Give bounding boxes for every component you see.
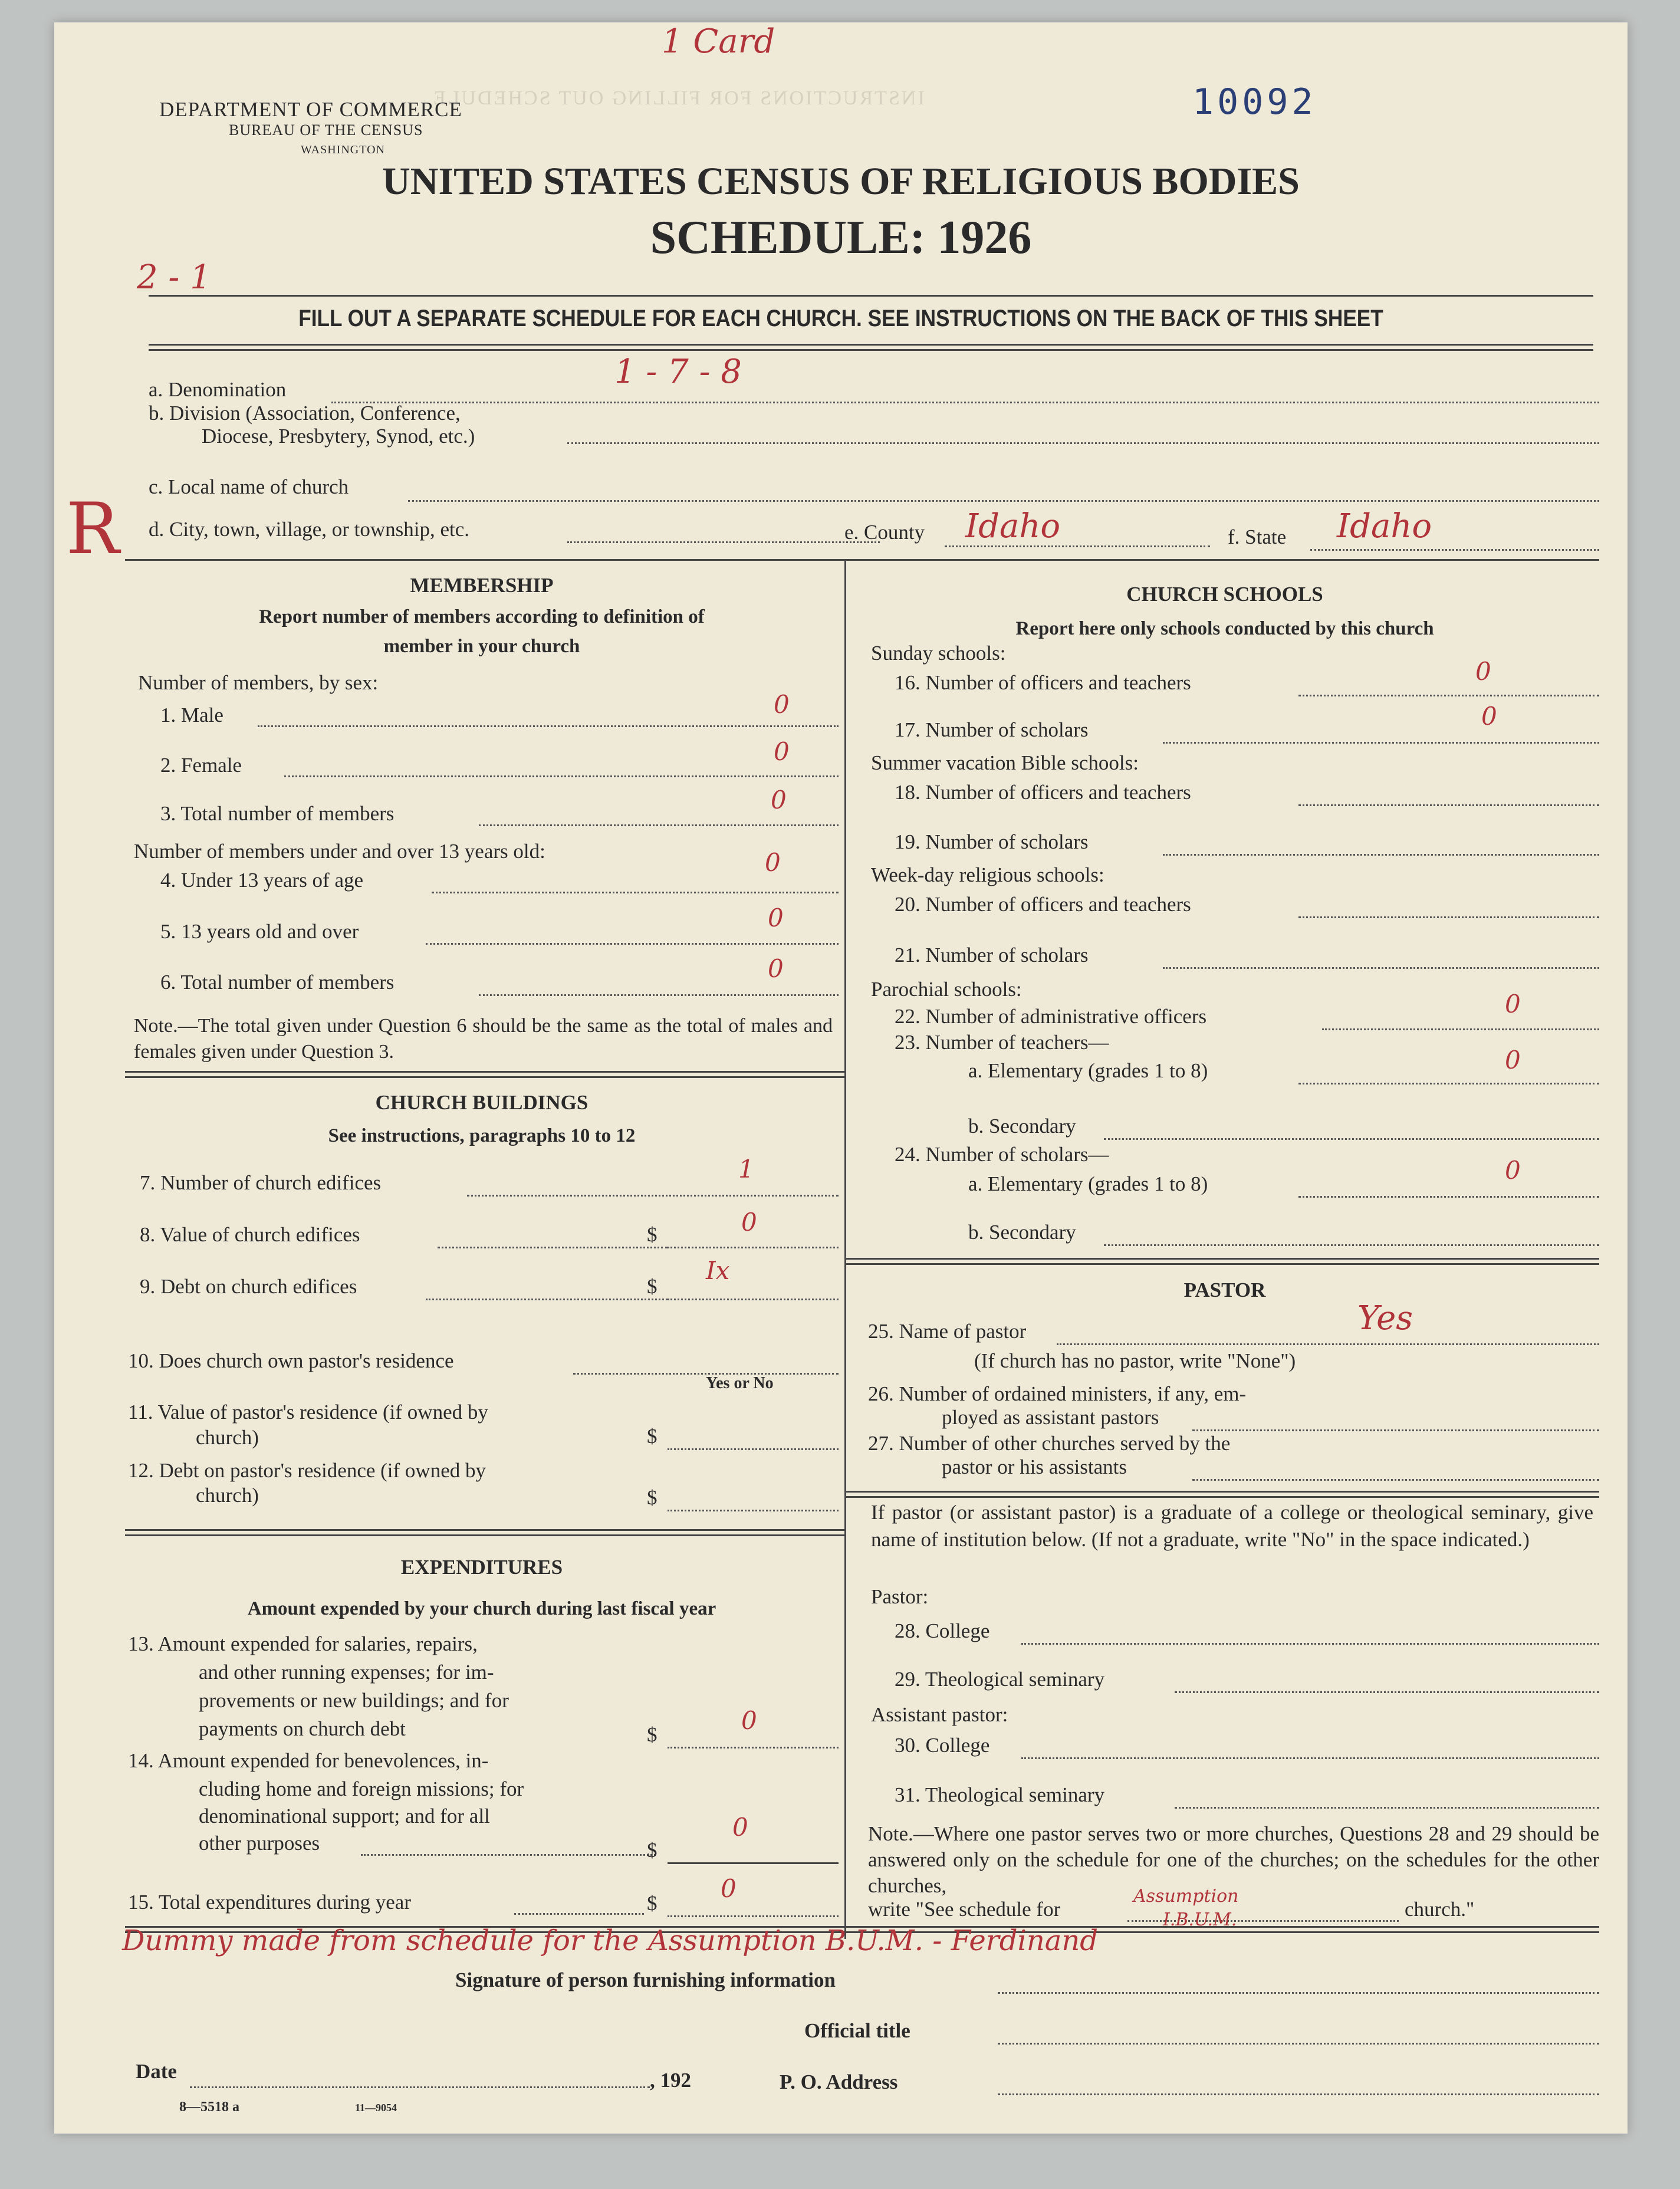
signature-line[interactable] <box>998 1992 1599 1994</box>
sunday-schools-label: Sunday schools: <box>871 642 1006 665</box>
q12-dollar: $ <box>647 1486 657 1509</box>
membership-note: Note.—The total given under Question 6 should be the same as the total of males and females given under Question 3. <box>134 1015 833 1063</box>
q9-dollar: $ <box>647 1275 657 1298</box>
q25-note: (If church has no pastor, write "None") <box>974 1349 1296 1372</box>
q5-over13-label: 5. 13 years old and over <box>160 920 359 943</box>
q27-label-2: pastor or his assistants <box>942 1455 1127 1478</box>
q30-line[interactable] <box>1021 1757 1599 1759</box>
pastor-note-end: write "See schedule for <box>868 1898 1061 1921</box>
q8-value[interactable]: 0 <box>741 1208 757 1237</box>
q25-value[interactable]: Yes <box>1357 1299 1413 1337</box>
q13-line <box>668 1747 839 1748</box>
denomination-label: a. Denomination <box>149 378 287 401</box>
denomination-value[interactable]: 1 - 7 - 8 <box>614 353 742 391</box>
q2-female-value[interactable]: 0 <box>774 737 790 766</box>
po-address-label: P. O. Address <box>780 2070 898 2093</box>
expenditures-title: EXPENDITURES <box>400 1556 563 1579</box>
q2-female-label: 2. Female <box>160 754 242 777</box>
division-line[interactable] <box>567 442 1599 444</box>
weekday-schools-label: Week-day religious schools: <box>871 863 1104 886</box>
division-label: b. Division (Association, Conference, <box>149 402 461 425</box>
state-value[interactable]: Idaho <box>1337 507 1432 545</box>
membership-subtitle: Report number of members according to definition of <box>259 606 705 627</box>
q17-value[interactable]: 0 <box>1481 702 1497 731</box>
state-line <box>1310 549 1599 551</box>
q13-label-line-1: 13. Amount expended for salaries, repairs, <box>128 1632 478 1655</box>
q12-residence-debt-label: 12. Debt on pastor's residence (if owned by <box>128 1459 486 1482</box>
parochial-schools-label: Parochial schools: <box>871 978 1022 1001</box>
q16-line <box>1298 695 1599 696</box>
fields-rule <box>125 559 1599 561</box>
q6-total-value[interactable]: 0 <box>768 954 784 983</box>
q14-dollar: $ <box>647 1839 657 1862</box>
q13-label-line-4: payments on church debt <box>199 1717 406 1740</box>
local-name-label: c. Local name of church <box>149 475 349 498</box>
pastor-note-handwriting-2: I.B.U.M. <box>1163 1909 1237 1930</box>
q3-total-label: 3. Total number of members <box>160 802 394 825</box>
q23a-label: a. Elementary (grades 1 to 8) <box>968 1059 1208 1082</box>
q17-label: 17. Number of scholars <box>895 718 1089 741</box>
q9-debt-value[interactable]: Ix <box>706 1256 730 1285</box>
expenditures-subtitle: Amount expended by your church during last fiscal year <box>247 1598 716 1619</box>
q9-debt-line <box>426 1299 668 1300</box>
q28-line[interactable] <box>1021 1643 1599 1645</box>
q15-dots <box>514 1913 644 1915</box>
q6-total-label: 6. Total number of members <box>160 971 394 994</box>
q4-under13-line <box>432 892 839 893</box>
q12-residence-debt-line[interactable] <box>668 1510 839 1511</box>
q8-dollar: $ <box>647 1223 657 1246</box>
q10-residence-label: 10. Does church own pastor's residence <box>128 1349 454 1372</box>
q31-line[interactable] <box>1175 1807 1599 1809</box>
q15-label: 15. Total expenditures during year <box>128 1891 411 1914</box>
official-title-line[interactable] <box>998 2043 1599 2045</box>
q11-residence-value-label: 11. Value of pastor's residence (if owned by <box>128 1401 488 1424</box>
q13-label-line-3: provements or new buildings; and for <box>199 1689 509 1712</box>
graduate-note: If pastor (or assistant pastor) is a graduate of a college or theological seminary, give name of institution below. (If not a graduate, write "No" in the space indicated.) <box>871 1501 1593 1551</box>
q7-edifices-label: 7. Number of church edifices <box>140 1171 382 1194</box>
q1-male-label: 1. Male <box>160 704 223 727</box>
q25-line <box>1057 1343 1599 1345</box>
q7-edifices-line <box>467 1195 839 1197</box>
q19-label: 19. Number of scholars <box>895 830 1089 853</box>
q13-label-line-2: and other running expenses; for im- <box>199 1661 494 1684</box>
q23b-label: b. Secondary <box>968 1115 1076 1138</box>
form-schedule-year: SCHEDULE: 1926 <box>650 212 1032 264</box>
membership-subtitle-2: member in your church <box>383 636 580 657</box>
schools-rule <box>844 1258 1599 1265</box>
print-number: 11—9054 <box>355 2102 397 2114</box>
membership-title: MEMBERSHIP <box>410 574 554 597</box>
membership-rule <box>125 1071 844 1078</box>
q14-line <box>668 1862 839 1864</box>
fill-instruction: FILL OUT A SEPARATE SCHEDULE FOR EACH CHURCH. SEE INSTRUCTIONS ON THE BACK OF THIS SHEET <box>298 305 1383 331</box>
q26-label-2: ployed as assistant pastors <box>942 1406 1159 1429</box>
handwritten-left-code: 2 - 1 <box>137 258 211 297</box>
pastor-subheading: Pastor: <box>871 1585 929 1608</box>
q25-label: 25. Name of pastor <box>868 1320 1027 1343</box>
q24-label: 24. Number of scholars— <box>895 1143 1109 1166</box>
header-rule-top <box>149 295 1593 297</box>
q14-label-line-4: other purposes <box>199 1832 320 1855</box>
q15-value[interactable]: 0 <box>721 1874 737 1903</box>
q8-value-answer-line <box>668 1247 839 1248</box>
members-by-sex-label: Number of members, by sex: <box>138 671 379 694</box>
q14-dots <box>361 1854 656 1856</box>
q24a-label: a. Elementary (grades 1 to 8) <box>968 1172 1208 1195</box>
q29-label: 29. Theological seminary <box>895 1668 1105 1691</box>
buildings-subtitle: See instructions, paragraphs 10 to 12 <box>328 1125 636 1146</box>
q15-dollar: $ <box>647 1892 657 1915</box>
q28-label: 28. College <box>895 1619 990 1642</box>
q22-value[interactable]: 0 <box>1505 990 1521 1018</box>
county-value[interactable]: Idaho <box>965 507 1061 545</box>
members-by-age-label: Number of members under and over 13 years old: <box>134 840 545 863</box>
form-number: 8—5518 a <box>179 2099 239 2115</box>
q4-under13-value[interactable]: 0 <box>765 848 781 877</box>
header-rule-bottom <box>149 344 1593 351</box>
q27-line[interactable] <box>1192 1479 1599 1481</box>
q22-line <box>1322 1028 1599 1030</box>
q11-residence-value-line[interactable] <box>668 1448 839 1450</box>
q17-line <box>1163 742 1599 744</box>
serial-number: 10092 <box>1192 81 1317 123</box>
q18-label: 18. Number of officers and teachers <box>895 781 1191 804</box>
pastor-title: PASTOR <box>1183 1278 1266 1301</box>
denomination-line <box>331 402 1599 403</box>
city-line[interactable] <box>567 541 880 543</box>
q8-value-line <box>438 1247 668 1248</box>
bureau-name: BUREAU OF THE CENSUS <box>229 121 423 139</box>
q14-label-line-3: denominational support; and for all <box>199 1805 490 1828</box>
q3-total-value[interactable]: 0 <box>771 785 787 814</box>
q11-dollar: $ <box>647 1425 657 1448</box>
q23b-line[interactable] <box>1104 1138 1599 1140</box>
q24a-value[interactable]: 0 <box>1505 1156 1521 1185</box>
q9-debt-answer-line <box>668 1299 839 1300</box>
q5-over13-line <box>426 943 839 945</box>
q27-label: 27. Number of other churches served by the <box>868 1432 1231 1455</box>
q24b-line[interactable] <box>1104 1244 1599 1246</box>
bleed-through-text: INSTRUCTIONS FOR FILLING OUT SCHEDULE <box>432 87 925 109</box>
q8-value-label: 8. Value of church edifices <box>140 1223 360 1246</box>
city-label: d. City, town, village, or township, etc. <box>149 518 470 541</box>
division-label-2: Diocese, Presbytery, Synod, etc.) <box>202 425 475 448</box>
pastor-note-handwriting: Assumption <box>1133 1886 1239 1907</box>
q24a-line <box>1298 1196 1599 1198</box>
q20-label: 20. Number of officers and teachers <box>895 893 1191 916</box>
q6-total-line <box>479 994 839 996</box>
q14-label-line-1: 14. Amount expended for benevolences, in- <box>128 1749 489 1772</box>
official-title-label: Official title <box>804 2019 910 2042</box>
buildings-title: CHURCH BUILDINGS <box>375 1091 589 1114</box>
pastor-note: Note.—Where one pastor serves two or more churches, Questions 28 and 29 should be answered only on the schedule for one of the churches; on the schedules for the other churches, <box>868 1822 1599 1897</box>
q1-male-line <box>258 725 839 727</box>
q29-line[interactable] <box>1175 1691 1599 1693</box>
q2-female-line <box>284 775 839 777</box>
q23-label: 23. Number of teachers— <box>895 1031 1109 1054</box>
pastor-note-church: church." <box>1405 1898 1475 1921</box>
q13-dollar: $ <box>647 1723 657 1746</box>
date-year: , 192 <box>650 2069 691 2092</box>
date-label: Date <box>136 2060 177 2083</box>
q5-over13-value[interactable]: 0 <box>768 903 784 932</box>
handwritten-dummy-note: Dummy made from schedule for the Assumption B.U.M. - Ferdinand <box>122 1924 1098 1957</box>
q9-debt-label: 9. Debt on church edifices <box>140 1275 357 1298</box>
pastor-rule <box>844 1491 1599 1498</box>
q11-residence-value-label-2: church) <box>196 1426 259 1449</box>
q23a-value[interactable]: 0 <box>1505 1046 1521 1074</box>
form-title: UNITED STATES CENSUS OF RELIGIOUS BODIES <box>382 160 1300 203</box>
po-address-line[interactable] <box>998 2093 1599 2095</box>
county-line <box>945 545 1210 547</box>
q18-line[interactable] <box>1298 804 1599 806</box>
q23a-line <box>1298 1083 1599 1084</box>
department-name: DEPARTMENT OF COMMERCE <box>159 98 462 121</box>
state-label: f. State <box>1228 525 1287 548</box>
schools-title: CHURCH SCHOOLS <box>1126 583 1323 606</box>
summer-schools-label: Summer vacation Bible schools: <box>871 751 1139 774</box>
yes-no-hint: Yes or No <box>706 1374 774 1392</box>
handwritten-card-note: 1 Card <box>662 22 775 61</box>
q31-label: 31. Theological seminary <box>895 1783 1105 1806</box>
q26-line[interactable] <box>1192 1429 1599 1431</box>
assistant-subheading: Assistant pastor: <box>871 1703 1008 1726</box>
signature-label: Signature of person furnishing information <box>455 1968 836 1991</box>
q7-edifices-value[interactable]: 1 <box>738 1155 754 1184</box>
q14-value[interactable]: 0 <box>732 1813 748 1842</box>
q30-label: 30. College <box>895 1734 990 1757</box>
q22-label: 22. Number of administrative officers <box>895 1005 1207 1028</box>
q19-line[interactable] <box>1163 854 1599 856</box>
schools-subtitle: Report here only schools conducted by this church <box>1015 618 1434 639</box>
q1-male-value[interactable]: 0 <box>774 690 790 719</box>
q16-value[interactable]: 0 <box>1475 657 1491 686</box>
column-divider <box>844 559 846 1939</box>
q3-total-line <box>479 824 839 826</box>
q16-label: 16. Number of officers and teachers <box>895 671 1191 694</box>
q13-value[interactable]: 0 <box>741 1706 757 1735</box>
date-line[interactable] <box>190 2086 650 2088</box>
bureau-city: WASHINGTON <box>301 143 385 156</box>
local-name-line[interactable] <box>408 500 1599 502</box>
q26-label: 26. Number of ordained ministers, if any, em- <box>868 1382 1247 1405</box>
q14-label-line-2: cluding home and foreign missions; for <box>199 1777 524 1800</box>
census-schedule-sheet <box>54 22 1628 2134</box>
buildings-rule <box>125 1529 844 1536</box>
q24b-label: b. Secondary <box>968 1221 1076 1244</box>
q4-under13-label: 4. Under 13 years of age <box>160 869 364 892</box>
county-label: e. County <box>844 521 925 544</box>
q21-line[interactable] <box>1163 967 1599 969</box>
q15-line <box>668 1915 839 1917</box>
q20-line[interactable] <box>1298 916 1599 918</box>
q21-label: 21. Number of scholars <box>895 944 1089 967</box>
handwritten-r-mark: R <box>66 488 120 570</box>
q12-residence-debt-label-2: church) <box>196 1484 259 1507</box>
